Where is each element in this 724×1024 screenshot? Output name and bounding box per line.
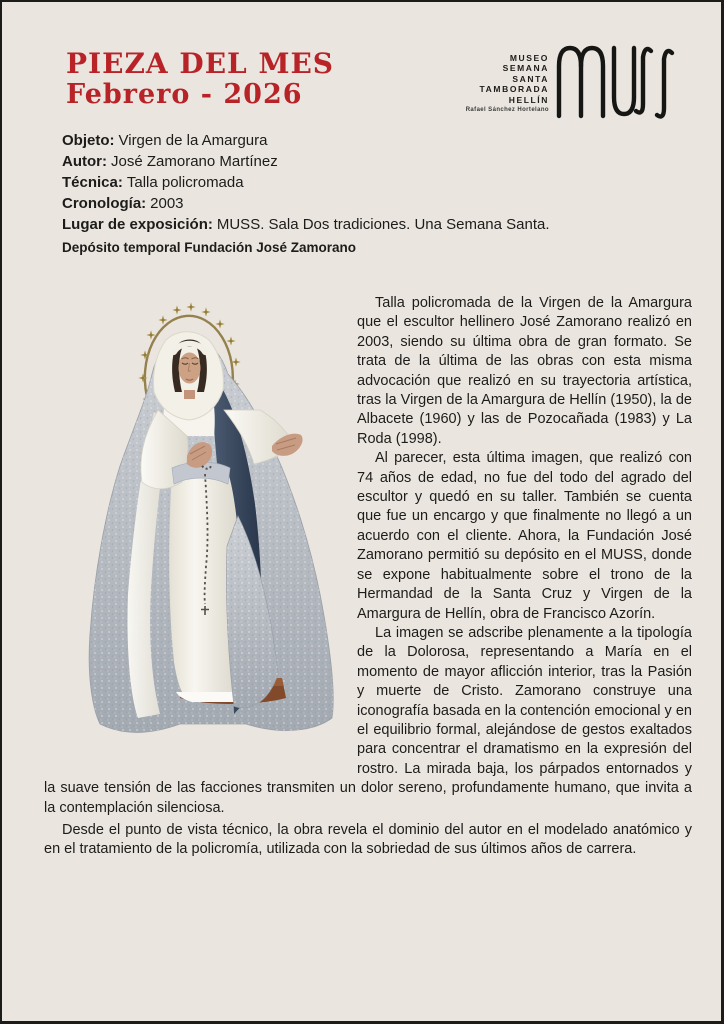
detail-autor — [62, 151, 550, 172]
detail-label: Lugar de exposición: — [62, 216, 213, 233]
logo-line: SEMANA — [502, 63, 549, 73]
logo-line: TAMBORADA — [479, 84, 549, 94]
deposit-note: Depósito temporal Fundación José Zamorano — [62, 240, 357, 255]
logo-line: MUSEO — [509, 52, 549, 63]
page-title-line2: Febrero - 2026 — [66, 79, 303, 110]
muss-wordmark-icon — [553, 42, 677, 120]
detail-label: Técnica: — [62, 174, 123, 191]
detail-tecnica — [62, 172, 550, 193]
article-paragraph-3: La imagen se adscribe plenamente a la tipología de la Dolorosa, representando a María en el momento de mayor aflicción interior, tras la Pasión y muerte de Cristo. Zamorano construye una iconografía basada en la contención emocional y en el equilibrio formal, alejándose de gestos exaltados para concentrar el dramatismo en la expresión del rostro. La mirada baja, los párpados entornados y la suave tensión de las facciones transmiten un dolor sereno, profundamente humano, que invita a la contemplación silenciosa. — [44, 624, 692, 816]
page-title — [66, 48, 334, 110]
detail-cronologia — [62, 193, 550, 214]
detail-label: Autor: — [62, 153, 107, 170]
detail-lugar — [62, 214, 550, 235]
detail-label: Cronología: — [62, 195, 147, 212]
detail-value: MUSS. Sala Dos tradiciones. Una Semana Santa. — [216, 216, 550, 233]
detail-value: Talla policromada — [126, 174, 244, 191]
logo-line: HELLÍN — [508, 94, 549, 105]
page-title-line1: PIEZA DEL MES — [66, 47, 335, 80]
statue-photo — [44, 294, 357, 770]
detail-value: Virgen de la Amargura — [118, 132, 268, 149]
article-closing-paragraph: Desde el punto de vista técnico, la obra revela el dominio del autor en el modelado anatómico y en el tratamiento de la policromía, utilizada con la sobriedad de sus últimos años de carrera. — [44, 821, 692, 858]
article-body — [44, 294, 692, 860]
detail-value: 2003 — [150, 195, 184, 212]
article-paragraph-2: Al parecer, esta última imagen, que realizó con 74 años de edad, no fue del todo del agrado del escultor y quedó en su taller. También se cuenta que fue un encargo y que finalmente no llegó a un acuerdo con el cliente. Ahora, la Fundación José Zamorano permitió su depósito en el MUSS, donde se expone habitualmente sobre el trono de la Hermandad de la Santa Cruz y Virgen de la Amargura de Hellín, obra de Francisco Azorín. — [357, 450, 692, 622]
logo-line: SANTA — [512, 73, 549, 84]
detail-objeto — [62, 130, 550, 151]
muss-logo-text — [466, 53, 549, 121]
artwork-details — [62, 130, 550, 257]
logo-subtext: Rafael Sánchez Hortelano — [465, 107, 549, 113]
detail-value: José Zamorano Martínez — [111, 153, 278, 170]
detail-label: Objeto: — [62, 132, 115, 149]
muss-logo — [466, 42, 677, 120]
article-paragraph-1: Talla policromada de la Virgen de la Amargura que el escultor hellinero José Zamorano realizó en 2003, siendo su última obra de gran formato. Se trata de la última de las obras con esta misma advocación que realizó en su trayectoria artística, tras la Virgen de la Amargura de Hellín (1950), la de Albacete (1960) y las de Pozocañada (1983) y La Roda (1998). — [357, 295, 692, 447]
